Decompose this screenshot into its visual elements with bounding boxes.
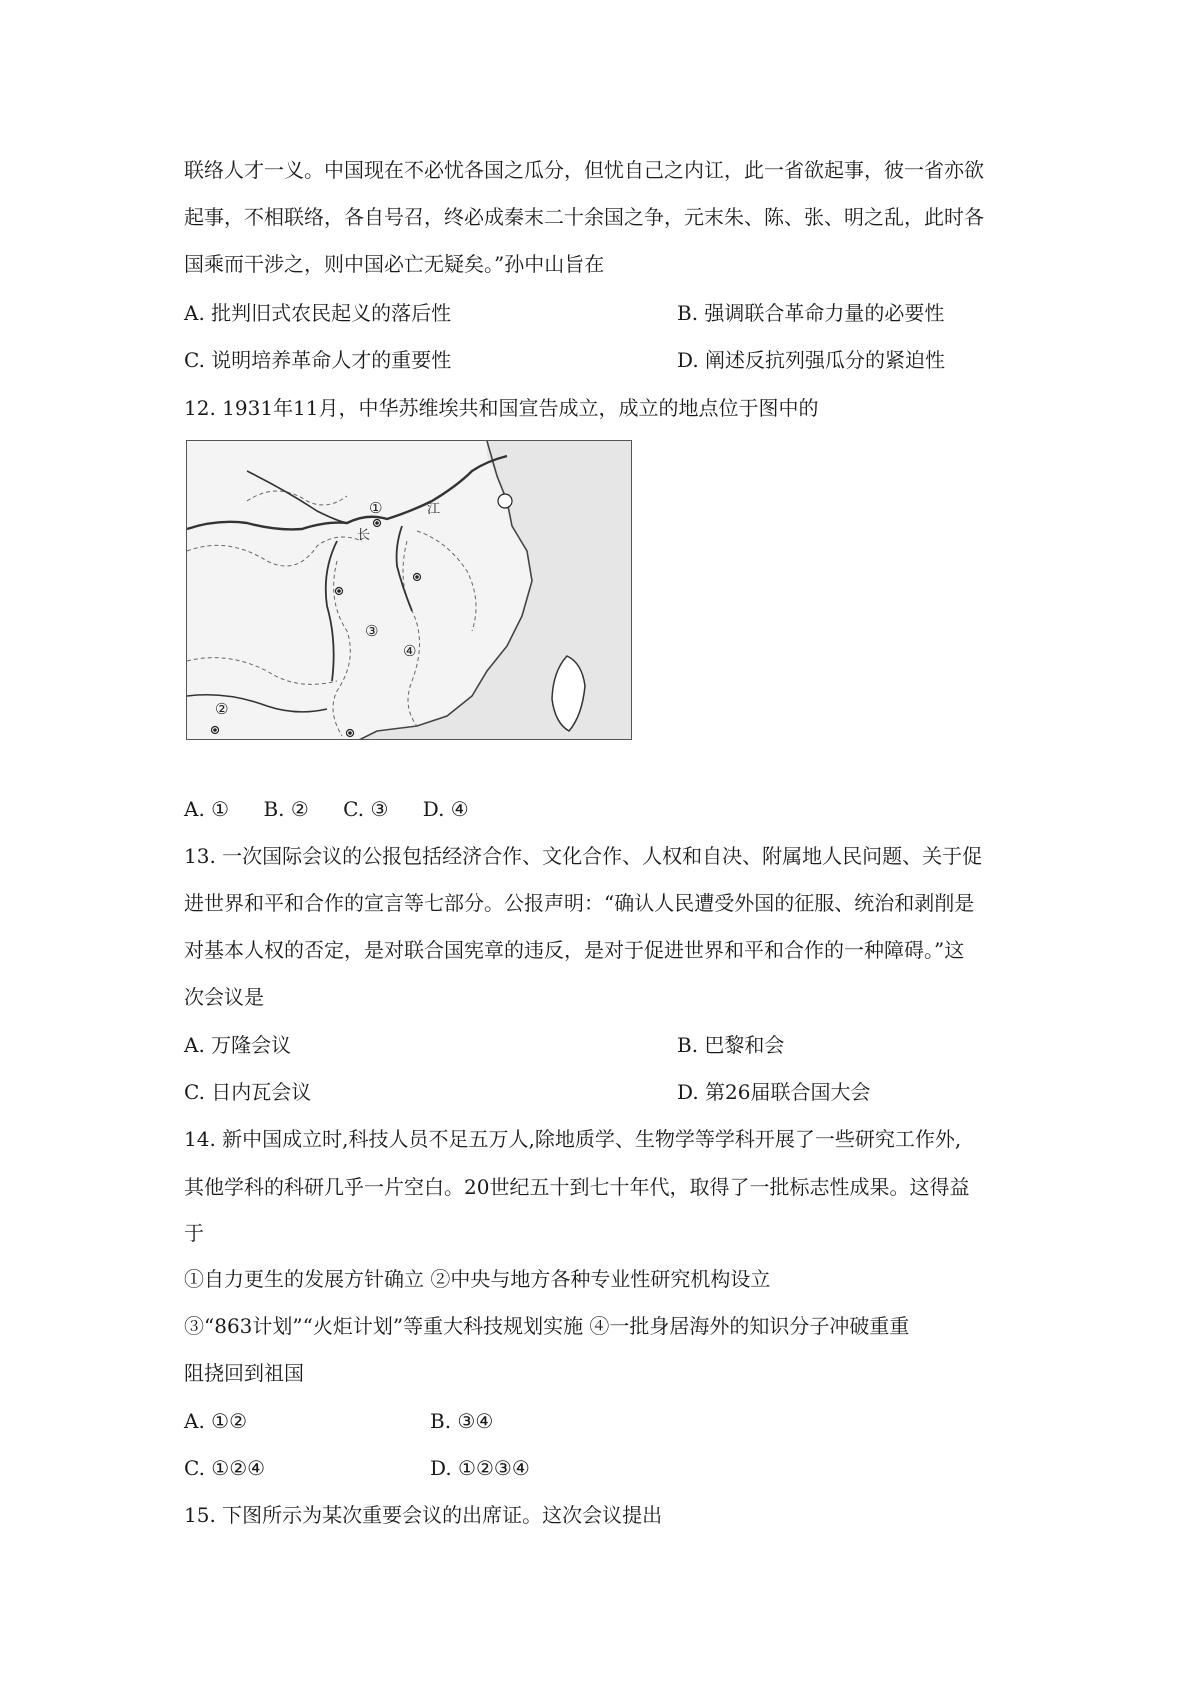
q11-text-line-2: 起事，不相联络，各自号召，终必成秦末二十余国之争，元末朱、陈、张、明之乱，此时各 [184, 205, 984, 229]
china-southeast-map [186, 440, 632, 740]
map-label-chang: 长 [357, 528, 371, 543]
q13-text-line-1: 13. 一次国际会议的公报包括经济合作、文化合作、人权和自决、附属地人民问题、关于促 [184, 844, 983, 868]
q11-option-d[interactable]: D. 阐述反抗列强瓜分的紧迫性 [677, 348, 946, 372]
q13-text-line-3: 对基本人权的否定，是对联合国宪章的违反，是对于促进世界和平和合作的一种障碍。”这 [184, 938, 965, 962]
q14-option-b[interactable]: B. ③④ [430, 1409, 494, 1433]
q12-option-a[interactable]: A. ① [184, 797, 230, 821]
q11-option-c[interactable]: C. 说明培养革命人才的重要性 [184, 348, 452, 372]
q14-option-d[interactable]: D. ①②③④ [430, 1456, 530, 1480]
q13-text-line-2: 进世界和平和合作的宣言等七部分。公报声明：“确认人民遭受外国的征服、统治和剥削是 [184, 891, 975, 915]
q11-option-b[interactable]: B. 强调联合革命力量的必要性 [677, 301, 945, 325]
map-marker-4: ④ [403, 642, 417, 660]
q12-stem: 12. 1931年11月，中华苏维埃共和国宣告成立，成立的地点位于图中的 [184, 396, 819, 420]
q12-options [184, 795, 497, 823]
q14-item-line-1: ①自力更生的发展方针确立 ②中央与地方各种专业性研究机构设立 [184, 1267, 771, 1291]
map-label-jiang: 江 [427, 502, 441, 517]
q14-option-c[interactable]: C. ①②④ [184, 1456, 266, 1480]
q12-option-d[interactable]: D. ④ [422, 797, 469, 821]
q11-text-line-3: 国乘而干涉之，则中国必亡无疑矣。”孙中山旨在 [184, 252, 605, 276]
q13-text-line-4: 次会议是 [184, 985, 264, 1009]
q11-option-a[interactable]: A. 批判旧式农民起义的落后性 [184, 301, 452, 325]
map-marker-1: ① [369, 499, 383, 517]
q14-option-a[interactable]: A. ①② [184, 1409, 248, 1433]
q13-option-c[interactable]: C. 日内瓦会议 [184, 1080, 312, 1104]
q12-option-b[interactable]: B. ② [263, 797, 309, 821]
q13-option-b[interactable]: B. 巴黎和会 [677, 1033, 785, 1057]
map-marker-3: ③ [365, 622, 379, 640]
q14-text-line-2: 其他学科的科研几乎一片空白。20世纪五十到七十年代，取得了一批标志性成果。这得益 [184, 1175, 970, 1199]
q14-text-line-1: 14. 新中国成立时,科技人员不足五万人,除地质学、生物学等学科开展了一些研究工作外, [184, 1127, 962, 1151]
q14-text-line-3: 于 [184, 1221, 204, 1245]
q14-item-line-2: ③“863计划”“火炬计划”等重大科技规划实施 ④一批身居海外的知识分子冲破重重 [184, 1314, 910, 1338]
q14-item-line-3: 阻挠回到祖国 [184, 1361, 304, 1385]
q11-text-line-1: 联络人才一义。中国现在不必忧各国之瓜分，但忧自己之内讧，此一省欲起事，彼一省亦欲 [184, 158, 984, 182]
q13-option-d[interactable]: D. 第26届联合国大会 [677, 1080, 871, 1104]
q15-stem: 15. 下图所示为某次重要会议的出席证。这次会议提出 [184, 1503, 663, 1527]
map-marker-2: ② [215, 700, 229, 718]
q13-option-a[interactable]: A. 万隆会议 [184, 1033, 292, 1057]
q12-option-c[interactable]: C. ③ [343, 797, 389, 821]
